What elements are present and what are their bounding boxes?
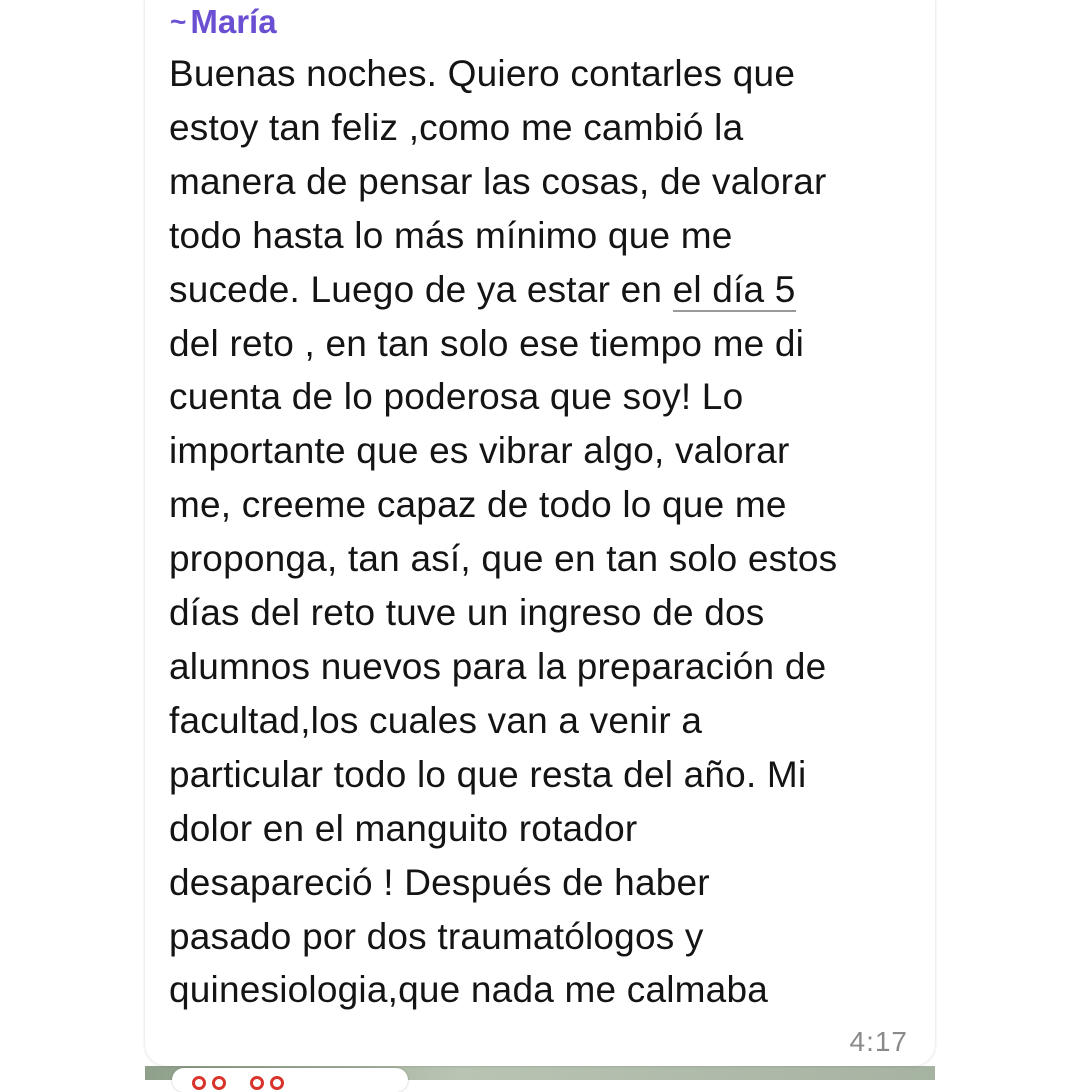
message-line: proponga, tan así, que en tan solo estos <box>169 538 838 580</box>
message-line: estoy tan feliz ,como me cambió la <box>169 106 744 148</box>
message-line: importante que es vibrar algo, valorar <box>169 430 790 472</box>
reaction-icon[interactable] <box>212 1076 226 1090</box>
reaction-icon[interactable] <box>250 1076 264 1090</box>
sender-header[interactable] <box>170 2 493 42</box>
message-line: Buenas noches. Quiero contarles que <box>169 53 796 94</box>
message-line: pasado por dos traumatólogos y <box>169 915 704 957</box>
message-line: facultad,los cuales van a venir a <box>169 699 703 741</box>
message-line: todo hasta lo más mínimo que me <box>169 214 733 256</box>
message-line: dolor en el manguito rotador <box>169 807 638 849</box>
message-line: cuenta de lo poderosa que soy! Lo <box>169 376 744 418</box>
reaction-icon[interactable] <box>270 1076 284 1090</box>
reaction-icon[interactable] <box>192 1076 206 1090</box>
message-line: particular todo lo que resta del año. Mi <box>169 753 807 795</box>
sender-name[interactable]: María <box>190 3 277 40</box>
message-line: del reto , en tan solo ese tiempo me di <box>169 322 805 364</box>
message-line: quinesiologia,que nada me calmaba <box>169 969 769 1011</box>
redacted-sender-surname <box>283 9 493 35</box>
message-text <box>169 47 929 1017</box>
message-line: desapareció ! Después de haber <box>169 861 710 903</box>
message-line: me, creeme capaz de todo lo que me <box>169 484 787 526</box>
message-line: manera de pensar las cosas, de valorar <box>169 160 827 202</box>
reaction-bar[interactable] <box>172 1068 408 1092</box>
message-line: sucede. Luego de ya estar en <box>169 268 673 310</box>
sender-prefix: ~ <box>170 6 187 37</box>
message-line: alumnos nuevos para la preparación de <box>169 645 827 687</box>
message-timestamp: 4:17 <box>849 1026 908 1057</box>
date-link[interactable]: el día 5 <box>672 268 796 310</box>
message-line: días del reto tuve un ingreso de dos <box>169 592 765 634</box>
